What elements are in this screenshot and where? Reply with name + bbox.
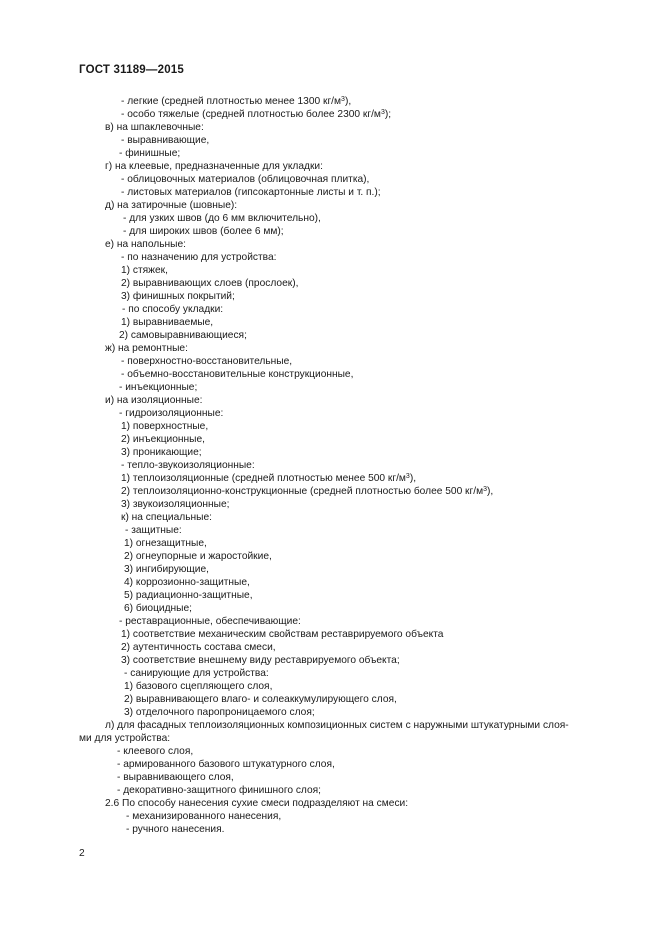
text-line bbox=[123, 225, 284, 238]
line-tail: ), bbox=[486, 486, 494, 497]
text-line bbox=[105, 160, 323, 173]
line-text: 1) выравниваемые, bbox=[121, 317, 214, 328]
line-text: - защитные: bbox=[125, 525, 182, 536]
line-text: 2) самовыравнивающиеся; bbox=[119, 330, 247, 341]
line-text: 2) выравнивающего влаго- и солеаккумулирующего слоя, bbox=[124, 694, 397, 705]
line-text: 4) коррозионно-защитные, bbox=[124, 577, 250, 588]
line-text: 2.6 По способу нанесения сухие смеси подразделяют на смеси: bbox=[105, 798, 409, 809]
text-line bbox=[121, 264, 168, 277]
text-line bbox=[124, 550, 272, 563]
text-line bbox=[121, 316, 213, 329]
line-text: 2) огнеупорные и жаростойкие, bbox=[124, 551, 272, 562]
text-line bbox=[121, 472, 416, 485]
line-tail: ), bbox=[409, 473, 417, 484]
line-text: е) на напольные: bbox=[105, 239, 186, 250]
text-line bbox=[124, 667, 269, 680]
line-text: - механизированного нанесения, bbox=[126, 811, 282, 822]
text-line bbox=[121, 134, 209, 147]
line-text: - для широких швов (более 6 мм); bbox=[123, 226, 284, 237]
page-number: 2 bbox=[79, 848, 85, 859]
text-line bbox=[105, 238, 186, 251]
line-text: в) на шпаклевочные: bbox=[105, 122, 204, 133]
line-tail: ); bbox=[384, 109, 392, 120]
line-text: 1) огнезащитные, bbox=[124, 538, 207, 549]
text-line bbox=[119, 147, 180, 160]
line-text: 1) базового сцепляющего слоя, bbox=[124, 681, 273, 692]
text-line bbox=[121, 485, 493, 498]
document-header: ГОСТ 31189—2015 bbox=[79, 64, 184, 76]
text-line bbox=[119, 381, 197, 394]
line-text: ми для устройства: bbox=[79, 733, 171, 744]
line-text: - для узких швов (до 6 мм включительно), bbox=[123, 213, 321, 224]
text-line bbox=[121, 95, 351, 108]
text-line bbox=[121, 251, 276, 264]
text-line bbox=[105, 121, 204, 134]
text-line bbox=[117, 784, 321, 797]
line-text: - особо тяжелые (средней плотностью более 2300 кг/м bbox=[121, 109, 381, 120]
line-text: - поверхностно-восстановительные, bbox=[121, 356, 293, 367]
line-text: 6) биоцидные; bbox=[124, 603, 192, 614]
line-text: 2) аутентичность состава смеси, bbox=[121, 642, 276, 653]
text-line bbox=[121, 108, 391, 121]
line-text: - гидроизоляционные: bbox=[119, 408, 224, 419]
text-line bbox=[121, 173, 369, 186]
superscript: 3 bbox=[405, 473, 410, 480]
line-text: - санирующие для устройства: bbox=[124, 668, 269, 679]
text-line bbox=[124, 680, 272, 693]
line-text: - объемно-восстановительные конструкционные, bbox=[121, 369, 354, 380]
line-text: - армированного базового штукатурного слоя, bbox=[117, 759, 335, 770]
text-line bbox=[121, 498, 230, 511]
text-line bbox=[119, 407, 223, 420]
text-line bbox=[123, 212, 321, 225]
text-line bbox=[126, 823, 224, 836]
text-line bbox=[105, 199, 237, 212]
text-line bbox=[126, 810, 281, 823]
text-line bbox=[117, 758, 335, 771]
text-line bbox=[124, 602, 192, 615]
line-text: - облицовочных материалов (облицовочная плитка), bbox=[121, 174, 370, 185]
line-text: - выравнивающего слоя, bbox=[117, 772, 234, 783]
text-line bbox=[121, 511, 212, 524]
superscript: 3 bbox=[341, 96, 345, 103]
text-line bbox=[105, 394, 202, 407]
text-line bbox=[121, 446, 202, 459]
text-line bbox=[124, 693, 397, 706]
text-line bbox=[124, 576, 250, 589]
line-text: и) на изоляционные: bbox=[105, 395, 203, 406]
line-text: г) на клеевые, предназначенные для укладки: bbox=[105, 161, 323, 172]
line-text: 3) проникающие; bbox=[121, 447, 202, 458]
line-text: 3) звукоизоляционные; bbox=[121, 499, 230, 510]
line-text: - тепло-звукоизоляционные: bbox=[121, 460, 255, 471]
line-text: 2) теплоизоляционно-конструкционные (средней плотностью более 500 кг/м bbox=[121, 486, 484, 497]
superscript: 3 bbox=[483, 486, 487, 493]
line-text: - реставрационные, обеспечивающие: bbox=[119, 616, 301, 627]
line-text: - клеевого слоя, bbox=[117, 746, 194, 757]
line-text: 1) теплоизоляционные (средней плотностью менее 500 кг/м bbox=[121, 473, 406, 484]
line-tail: ), bbox=[344, 96, 352, 107]
text-line bbox=[121, 433, 205, 446]
line-text: - инъекционные; bbox=[119, 382, 198, 393]
text-line bbox=[121, 628, 443, 641]
text-line bbox=[121, 368, 353, 381]
line-text: 2) выравнивающих слоев (прослоек), bbox=[121, 278, 299, 289]
line-text: - легкие (средней плотностью менее 1300 кг/м bbox=[121, 96, 342, 107]
text-line bbox=[121, 355, 292, 368]
line-text: д) на затирочные (шовные): bbox=[105, 200, 238, 211]
text-line bbox=[121, 641, 276, 654]
text-line bbox=[121, 459, 255, 472]
line-text: 3) финишных покрытий; bbox=[121, 291, 235, 302]
text-line bbox=[119, 329, 247, 342]
line-text: л) для фасадных теплоизоляционных композиционных систем с наружными штукатурными слоя- bbox=[105, 720, 569, 731]
line-text: 1) соответствие механическим свойствам реставрируемого объекта bbox=[121, 629, 444, 640]
text-line bbox=[121, 654, 400, 667]
text-line bbox=[124, 537, 207, 550]
text-line bbox=[117, 771, 234, 784]
text-line bbox=[124, 563, 209, 576]
line-text: 1) поверхностные, bbox=[121, 421, 209, 432]
line-text: 1) стяжек, bbox=[121, 265, 168, 276]
text-line bbox=[121, 277, 298, 290]
text-line bbox=[105, 719, 569, 732]
line-text: ж) на ремонтные: bbox=[105, 343, 188, 354]
line-text: - по способу укладки: bbox=[122, 304, 224, 315]
text-line bbox=[122, 303, 223, 316]
line-text: - выравнивающие, bbox=[121, 135, 210, 146]
text-line bbox=[79, 732, 170, 745]
text-line bbox=[105, 797, 408, 810]
text-line bbox=[125, 524, 182, 537]
text-line bbox=[117, 745, 193, 758]
text-line bbox=[124, 706, 315, 719]
text-line bbox=[121, 186, 381, 199]
line-text: - ручного нанесения. bbox=[126, 824, 225, 835]
text-line bbox=[119, 615, 301, 628]
line-text: 5) радиационно-защитные, bbox=[124, 590, 253, 601]
line-text: к) на специальные: bbox=[121, 512, 212, 523]
text-line bbox=[121, 420, 208, 433]
line-text: 3) соответствие внешнему виду реставрируемого объекта; bbox=[121, 655, 400, 666]
line-text: 3) ингибирующие, bbox=[124, 564, 209, 575]
line-text: 2) инъекционные, bbox=[121, 434, 205, 445]
text-line bbox=[121, 290, 235, 303]
text-line bbox=[105, 342, 188, 355]
line-text: - финишные; bbox=[119, 148, 181, 159]
line-text: 3) отделочного паропроницаемого слоя; bbox=[124, 707, 315, 718]
line-text: - по назначению для устройства: bbox=[121, 252, 277, 263]
line-text: - декоративно-защитного финишного слоя; bbox=[117, 785, 321, 796]
line-text: - листовых материалов (гипсокартонные листы и т. п.); bbox=[121, 187, 381, 198]
text-line bbox=[124, 589, 253, 602]
superscript: 3 bbox=[380, 109, 385, 116]
